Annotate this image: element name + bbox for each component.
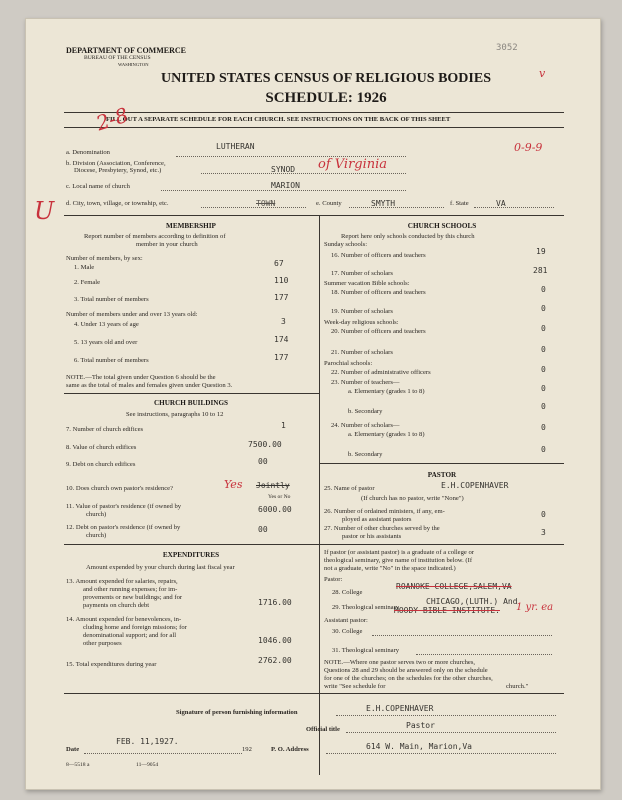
q21-label: 21. Number of scholars xyxy=(331,349,393,356)
q26-label: 26. Number of ordained ministers, if any, em- xyxy=(324,508,445,515)
q23b-value: 0 xyxy=(541,402,546,411)
q20-label: 20. Number of officers and teachers xyxy=(331,328,426,335)
q1-value: 67 xyxy=(274,259,284,268)
q6-value: 177 xyxy=(274,353,289,362)
q12-label-2: church) xyxy=(86,532,107,539)
membership-title: MEMBERSHIP xyxy=(166,222,216,230)
schools-title: CHURCH SCHOOLS xyxy=(407,222,477,230)
q29-label: 29. Theological seminary xyxy=(332,604,400,611)
q27-label: 27. Number of other churches served by the xyxy=(324,525,440,532)
pastor-note-1: NOTE.—Where one pastor serves two or more churches, xyxy=(324,659,476,666)
weekday-schools-label: Week-day religious schools: xyxy=(324,319,399,326)
q17-label: 17. Number of scholars xyxy=(331,270,393,277)
form-code-2: 11—9054 xyxy=(136,762,159,768)
division-handwritten: of Virginia xyxy=(318,157,388,172)
q28-value: ROANOKE COLLEGE,SALEM,VA xyxy=(396,582,512,591)
city-name: WASHINGTON xyxy=(118,62,149,67)
q14-label-2: cluding home and foreign missions; for xyxy=(83,624,187,631)
city-value: TOWN xyxy=(256,199,276,208)
q13-value: 1716.00 xyxy=(258,598,292,607)
q15-value: 2762.00 xyxy=(258,656,292,665)
expenditures-intro: Amount expended by your church during last fiscal year xyxy=(86,564,235,571)
q25-label: 25. Name of pastor xyxy=(324,485,375,492)
buildings-title: CHURCH BUILDINGS xyxy=(153,399,229,407)
official-title-value: Pastor xyxy=(406,721,435,730)
local-name-value: MARION xyxy=(271,181,300,190)
schools-intro: Report here only schools conducted by this church xyxy=(341,233,475,240)
date-value: FEB. 11,1927. xyxy=(116,737,179,746)
q4-value: 3 xyxy=(281,317,286,326)
q11-label-2: church) xyxy=(86,511,107,518)
q2-value: 110 xyxy=(274,276,289,285)
department-name: DEPARTMENT OF COMMERCE xyxy=(66,46,187,55)
serial-stamp: 3052 xyxy=(496,43,518,53)
q7-label: 7. Number of church edifices xyxy=(66,426,144,433)
graduate-note-2: theological seminary, give name of institution below. (If xyxy=(324,557,473,564)
q18-label: 18. Number of officers and teachers xyxy=(331,289,426,296)
q22-label: 22. Number of administrative officers xyxy=(331,369,431,376)
division-label-2: Diocese, Presbytery, Synod, etc.) xyxy=(74,167,162,174)
membership-note-2: same as the total of males and females given under Question 3. xyxy=(66,382,233,389)
q13-label: 13. Amount expended for salaries, repairs, xyxy=(66,578,178,585)
q21-value: 0 xyxy=(541,345,546,354)
pastor-note-4: write "See schedule for xyxy=(324,683,386,690)
q20-value: 0 xyxy=(541,324,546,333)
sunday-schools-label: Sunday schools: xyxy=(324,241,368,248)
q22-value: 0 xyxy=(541,365,546,374)
q8-label: 8. Value of church edifices xyxy=(66,444,137,451)
q16-label: 16. Number of officers and teachers xyxy=(331,252,426,259)
division-value: SYNOD xyxy=(271,165,296,174)
q29-handwritten: 1 yr. ea xyxy=(516,602,554,613)
summer-schools-label: Summer vacation Bible schools: xyxy=(324,280,410,287)
q29-value-2: MOODY BIBLE INSTITUTE. xyxy=(394,606,500,615)
pastor-note-3: for one of the churches; on the schedules for the other churches, xyxy=(324,675,493,682)
po-address-label: P. O. Address xyxy=(271,746,309,753)
q5-value: 174 xyxy=(274,335,289,344)
census-schedule-sheet xyxy=(25,18,601,790)
q23-label: 23. Number of teachers— xyxy=(331,379,400,386)
q13-label-2: and other running expenses; for im- xyxy=(83,586,178,593)
separate-schedule-instruction: FILL OUT A SEPARATE SCHEDULE FOR EACH CHURCH. SEE INSTRUCTIONS ON THE BACK OF THIS SHEET xyxy=(106,116,451,123)
q17-value: 281 xyxy=(533,266,548,275)
q2-label: 2. Female xyxy=(74,279,101,286)
assistant-label: Assistant pastor: xyxy=(324,617,368,624)
pastor-title: PASTOR xyxy=(427,471,457,479)
official-title-label: Official title xyxy=(306,726,340,733)
members-by-sex-label: Number of members, by sex: xyxy=(66,255,143,262)
q19-label: 19. Number of scholars xyxy=(331,308,393,315)
date-label: Date xyxy=(66,746,80,753)
q10-handwritten: Yes xyxy=(224,478,243,491)
q15-label: 15. Total expenditures during year xyxy=(66,661,157,668)
q10-value: Jointly xyxy=(256,481,290,490)
handwritten-u: U xyxy=(34,197,55,225)
po-address-value: 614 W. Main, Marion,Va xyxy=(366,742,472,751)
form-subtitle: SCHEDULE: 1926 xyxy=(265,90,387,106)
q13-label-3: provements or new buildings; and for xyxy=(83,594,183,601)
q28-label: 28. College xyxy=(332,589,363,596)
pastor-note-2: Questions 28 and 29 should be answered only on the schedule xyxy=(324,667,488,674)
q12-value: 00 xyxy=(258,525,268,534)
q11-value: 6000.00 xyxy=(258,505,292,514)
q13-label-4: payments on church debt xyxy=(83,602,150,609)
q30-label: 30. College xyxy=(332,628,363,635)
graduate-note-1: If pastor (or assistant pastor) is a graduate of a college or xyxy=(324,549,474,556)
q14-label-4: other purposes xyxy=(83,640,122,647)
q24a-label: a. Elementary (grades 1 to 8) xyxy=(348,431,425,438)
q9-value: 00 xyxy=(258,457,268,466)
q3-value: 177 xyxy=(274,293,289,302)
q11-label: 11. Value of pastor's residence (if owned by xyxy=(66,503,182,510)
q8-value: 7500.00 xyxy=(248,440,282,449)
q27-label-2: pastor or his assistants xyxy=(342,533,402,540)
membership-intro-1: Report number of members according to definition of xyxy=(84,233,226,240)
q12-label: 12. Debt on pastor's residence (if owned by xyxy=(66,524,181,531)
q9-label: 9. Debt on church edifices xyxy=(66,461,136,468)
county-value: SMYTH xyxy=(371,199,396,208)
graduate-note-3: not a graduate, write "No" in the space indicated.) xyxy=(324,565,456,572)
q7-value: 1 xyxy=(281,421,286,430)
q10-label: 10. Does church own pastor's residence? xyxy=(66,485,174,492)
q14-label: 14. Amount expended for benevolences, in- xyxy=(66,616,182,623)
signature-value: E.H.COPENHAVER xyxy=(366,704,434,713)
q24b-label: b. Secondary xyxy=(348,451,383,458)
signature-label: Signature of person furnishing information xyxy=(176,709,298,716)
q23a-label: a. Elementary (grades 1 to 8) xyxy=(348,388,425,395)
q26-label-2: ployed as assistant pastors xyxy=(342,516,412,523)
q24a-value: 0 xyxy=(541,423,546,432)
denomination-label: a. Denomination xyxy=(66,149,110,156)
division-label: b. Division (Association, Conference, xyxy=(66,160,166,167)
expenditures-title: EXPENDITURES xyxy=(162,551,220,559)
pastor-note-5: church." xyxy=(506,683,529,690)
denomination-value: LUTHERAN xyxy=(216,142,255,151)
q23a-value: 0 xyxy=(541,384,546,393)
bureau-name: BUREAU OF THE CENSUS xyxy=(84,55,151,61)
yes-or-no-note: Yes or No xyxy=(268,494,291,500)
q4-label: 4. Under 13 years of age xyxy=(74,321,139,328)
q18-value: 0 xyxy=(541,285,546,294)
q27-value: 3 xyxy=(541,528,546,537)
buildings-intro: See instructions, paragraphs 10 to 12 xyxy=(126,411,224,418)
form-code-1: 8—5518 a xyxy=(66,762,90,768)
form-title: UNITED STATES CENSUS OF RELIGIOUS BODIES xyxy=(160,71,491,86)
q29-value-1: CHICAGO,(LUTH.) And xyxy=(426,597,518,606)
q23b-label: b. Secondary xyxy=(348,408,383,415)
q19-value: 0 xyxy=(541,304,546,313)
date-year-suffix: 192 xyxy=(242,746,252,753)
q14-value: 1046.00 xyxy=(258,636,292,645)
handwritten-check: v xyxy=(539,67,546,80)
q25-value: E.H.COPENHAVER xyxy=(441,481,509,490)
q3-label: 3. Total number of members xyxy=(74,296,149,303)
parochial-schools-label: Parochial schools: xyxy=(324,360,373,367)
q1-label: 1. Male xyxy=(74,264,95,271)
q16-value: 19 xyxy=(536,247,546,256)
state-label: f. State xyxy=(450,200,469,207)
q5-label: 5. 13 years old and over xyxy=(74,339,138,346)
q24-label: 24. Number of scholars— xyxy=(331,422,400,429)
q31-label: 31. Theological seminary xyxy=(332,647,400,654)
under-over-label: Number of members under and over 13 years old: xyxy=(66,311,198,318)
state-value: VA xyxy=(496,199,506,208)
handwritten-0-9-9: 0-9-9 xyxy=(514,141,543,154)
county-label: e. County xyxy=(316,200,342,207)
q6-label: 6. Total number of members xyxy=(74,357,149,364)
handwritten-2-8: 2-8 xyxy=(93,102,132,136)
q24b-value: 0 xyxy=(541,445,546,454)
q25-note: (If church has no pastor, write "None") xyxy=(361,495,464,502)
q26-value: 0 xyxy=(541,510,546,519)
membership-note-1: NOTE.—The total given under Question 6 should be the xyxy=(66,374,216,381)
membership-intro-2: member in your church xyxy=(136,241,198,248)
city-label: d. City, town, village, or township, etc. xyxy=(66,200,169,207)
q14-label-3: denominational support; and for all xyxy=(83,632,177,639)
local-name-label: c. Local name of church xyxy=(66,183,130,190)
pastor-label: Pastor: xyxy=(324,576,343,583)
